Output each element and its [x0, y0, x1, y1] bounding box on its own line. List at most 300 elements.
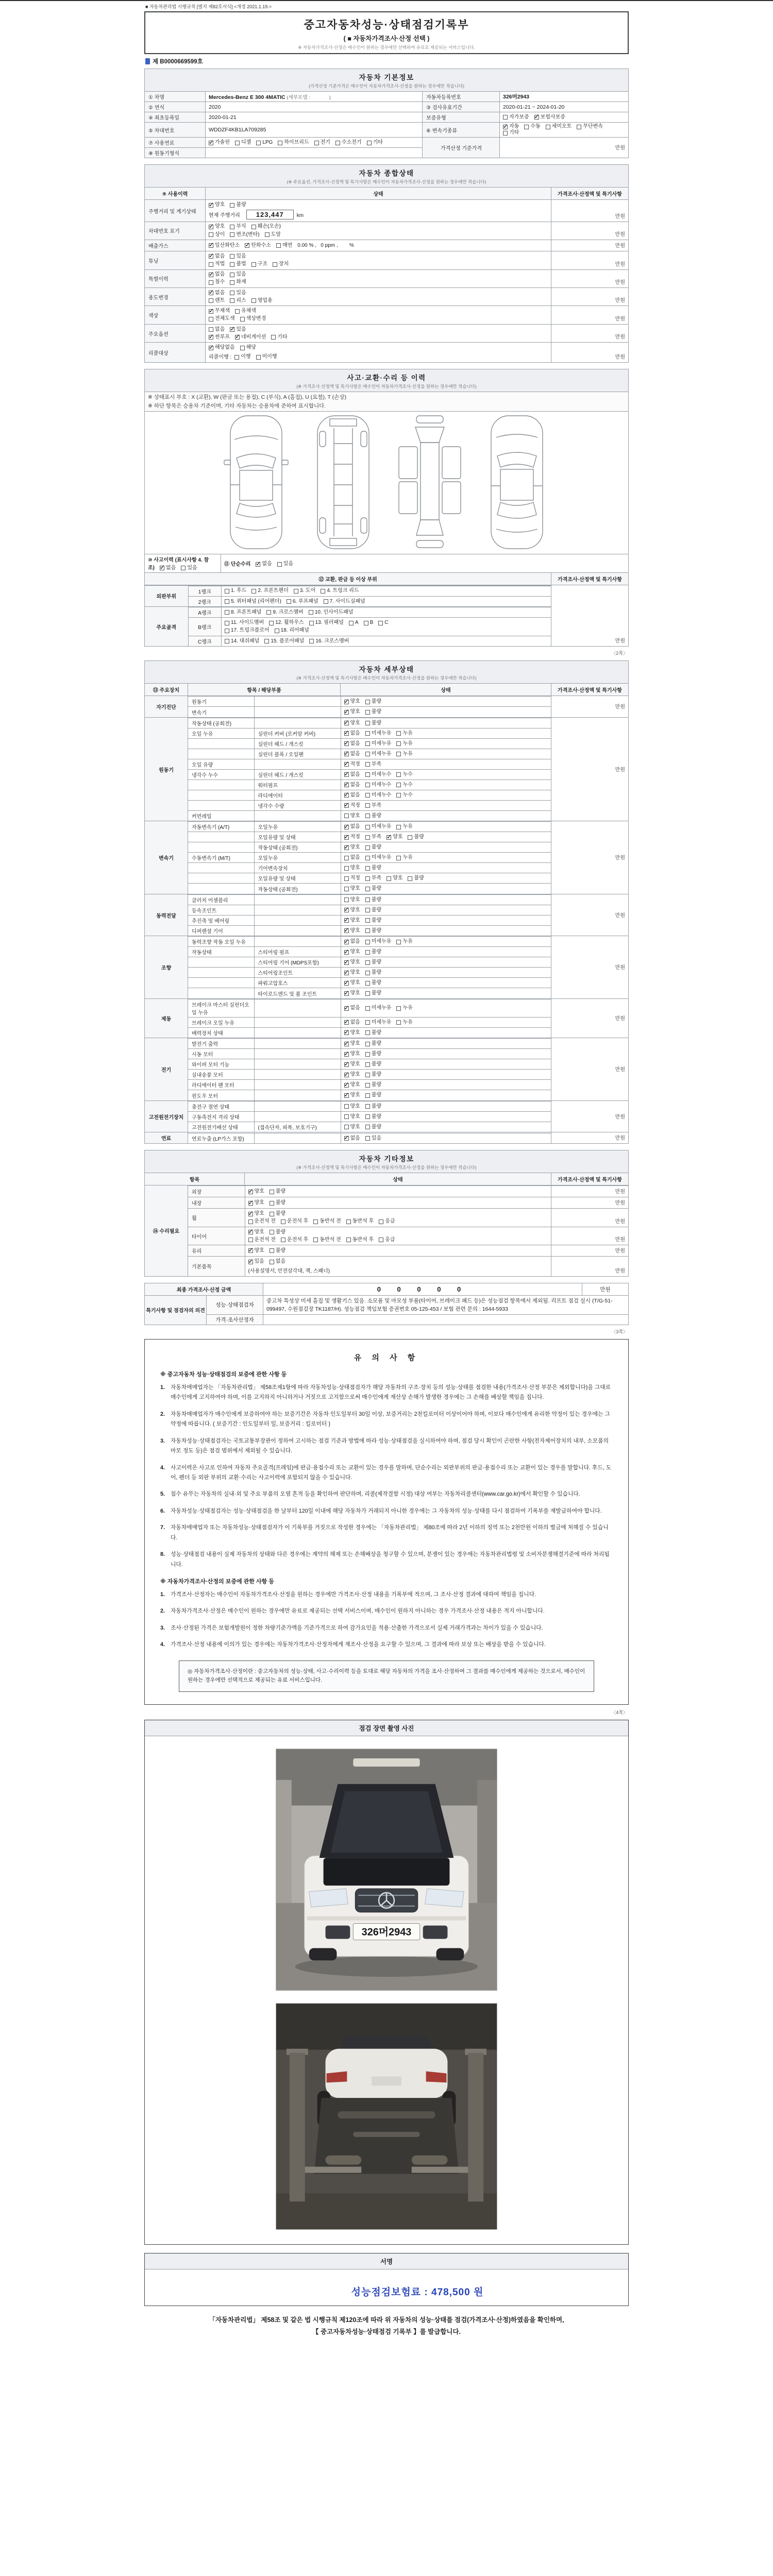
checkbox-option[interactable]	[364, 620, 374, 626]
fuel-label: ⑦ 사용연료	[145, 138, 206, 148]
checkbox-option[interactable]	[248, 1211, 264, 1217]
checkbox-box	[209, 346, 213, 350]
checkbox-option[interactable]	[270, 1189, 285, 1195]
checkbox-option[interactable]	[270, 1229, 285, 1235]
document-number: 제 B0000669599호	[153, 59, 203, 65]
checkbox-option[interactable]	[344, 699, 360, 705]
checkbox-option[interactable]	[365, 792, 392, 799]
checkbox-option[interactable]	[269, 620, 304, 626]
checkbox-option[interactable]	[344, 949, 360, 955]
checkbox-option[interactable]	[344, 1082, 360, 1088]
checkbox-option[interactable]	[251, 588, 288, 594]
rank-states	[222, 636, 551, 646]
checkbox-option[interactable]	[396, 751, 412, 757]
checkbox-option[interactable]	[270, 1248, 285, 1254]
checkbox-option[interactable]	[365, 751, 392, 757]
checkbox-option[interactable]	[287, 599, 318, 605]
checkbox-option[interactable]	[524, 124, 540, 130]
checkbox-option[interactable]	[270, 1259, 285, 1265]
checkbox-option[interactable]	[344, 907, 360, 913]
checkbox-option[interactable]	[275, 628, 309, 634]
col-usage-history: ⑨ 사용이력	[145, 188, 206, 200]
document-icon	[145, 58, 150, 64]
checkbox-option[interactable]	[230, 202, 246, 208]
checkbox-option[interactable]	[365, 720, 381, 726]
device-row	[188, 718, 551, 728]
checkbox-option[interactable]	[234, 354, 250, 360]
checkbox-box	[344, 835, 349, 840]
checkbox-option[interactable]	[344, 855, 360, 861]
checkbox-option[interactable]	[235, 308, 256, 314]
checkbox-option[interactable]	[408, 875, 424, 882]
checkbox-option[interactable]	[344, 897, 360, 903]
checkbox-option[interactable]	[240, 345, 256, 351]
checkbox-box	[209, 309, 213, 314]
checkbox-option[interactable]	[344, 782, 360, 788]
checkbox-option[interactable]	[209, 316, 235, 322]
checkbox-option[interactable]	[251, 224, 281, 230]
checkbox-option[interactable]	[230, 261, 246, 267]
checkbox-box	[230, 254, 234, 259]
checkbox-box	[344, 928, 349, 933]
checkbox-option[interactable]	[386, 834, 402, 840]
rank-states	[222, 596, 551, 606]
checkbox-option[interactable]	[365, 803, 381, 809]
notice-item	[160, 1463, 613, 1483]
col-item: 항목 / 해당부품	[188, 684, 341, 696]
checkbox-option[interactable]	[365, 1020, 392, 1026]
checkbox-option[interactable]	[396, 1020, 412, 1026]
checkbox-option[interactable]	[256, 561, 272, 567]
basic-info-title: 자동차 기본정보	[359, 74, 414, 81]
checkbox-box	[365, 825, 370, 829]
device-item-states	[341, 957, 551, 968]
checkbox-option[interactable]	[365, 1061, 381, 1067]
checkbox-option[interactable]	[365, 886, 381, 892]
checkbox-box	[225, 629, 229, 633]
checkbox-box	[386, 835, 391, 840]
basic-info-subtitle: (가격산정 기준가격은 매수인이 자동차가격조사·산정을 원하는 경우에만 적습니다)	[309, 83, 464, 89]
checkbox-option[interactable]	[230, 290, 246, 296]
device-item-category: 실내송풍 모터	[188, 1070, 254, 1080]
device-item-category: 라디에이터 팬 모터	[188, 1080, 254, 1090]
checkbox-option[interactable]	[270, 1200, 285, 1206]
checkbox-box	[264, 639, 269, 643]
checkbox-option[interactable]	[271, 334, 287, 341]
checkbox-box	[365, 772, 370, 777]
checkbox-option[interactable]	[230, 327, 246, 333]
line-checkboxes	[209, 308, 261, 314]
checkbox-option[interactable]	[365, 1051, 381, 1057]
checkbox-option[interactable]	[344, 709, 360, 715]
checkbox-option[interactable]	[365, 907, 381, 913]
checkbox-label: 기타	[373, 140, 383, 146]
misc-amount: 만원	[551, 1186, 628, 1197]
notice-section	[144, 1339, 629, 1705]
checkbox-option[interactable]	[209, 345, 235, 351]
checkbox-option[interactable]	[365, 855, 392, 861]
checkbox-option[interactable]	[396, 1005, 412, 1011]
checkbox-option[interactable]	[344, 1136, 360, 1142]
checkbox-option[interactable]	[344, 1030, 360, 1036]
checkbox-option[interactable]	[225, 609, 261, 616]
checkbox-option[interactable]	[344, 928, 360, 934]
checkbox-option[interactable]	[365, 1092, 381, 1098]
misc-row	[188, 1245, 628, 1257]
checkbox-option[interactable]	[281, 1237, 308, 1243]
device-item-states	[341, 905, 551, 915]
checkbox-option[interactable]	[365, 699, 381, 705]
checkbox-option[interactable]	[276, 243, 292, 249]
state-line	[209, 279, 548, 286]
checkbox-option[interactable]	[265, 232, 281, 238]
checkbox-option[interactable]	[344, 959, 360, 965]
checkbox-option[interactable]	[344, 803, 360, 809]
checkbox-option[interactable]	[344, 792, 360, 799]
checkbox-option[interactable]	[324, 599, 365, 605]
checkbox-option[interactable]	[294, 588, 315, 594]
col-amount: 가격조사·산정액 및 특기사항	[551, 684, 629, 696]
checkbox-option[interactable]	[225, 599, 281, 605]
checkbox-option[interactable]	[240, 316, 266, 322]
checkbox-option[interactable]	[408, 834, 424, 840]
checkbox-option[interactable]	[281, 1218, 308, 1225]
checkbox-option[interactable]	[309, 638, 349, 645]
checkbox-option[interactable]	[344, 939, 360, 945]
checkbox-option[interactable]	[344, 813, 360, 819]
checkbox-option[interactable]	[344, 720, 360, 726]
checkbox-box	[344, 971, 349, 975]
rank-rows	[189, 586, 551, 606]
checkbox-option[interactable]	[321, 588, 359, 594]
checkbox-option[interactable]	[396, 855, 412, 861]
checkbox-option[interactable]	[344, 751, 360, 757]
checkbox-option[interactable]	[346, 1218, 374, 1225]
device-group-name: 전기	[145, 1038, 188, 1101]
checkbox-box	[396, 741, 401, 746]
notice-subsection	[160, 1370, 613, 1570]
checkbox-option[interactable]	[235, 140, 251, 146]
checkbox-box	[365, 1006, 370, 1011]
checkbox-option[interactable]	[256, 140, 273, 146]
checkbox-label: 불량	[371, 709, 382, 715]
checkbox-option[interactable]	[365, 1030, 381, 1036]
checkbox-option[interactable]	[344, 918, 360, 924]
checkbox-option[interactable]	[577, 124, 603, 130]
accident-legend	[145, 392, 629, 412]
checkbox-option[interactable]	[270, 1211, 285, 1217]
checkbox-option[interactable]	[365, 824, 392, 830]
checkbox-option[interactable]	[209, 140, 230, 146]
checkbox-box	[408, 835, 412, 840]
checkbox-label: 불량	[371, 980, 382, 986]
checkbox-label: 불량	[275, 1229, 286, 1235]
device-item-states	[341, 884, 551, 894]
checkbox-option[interactable]	[379, 1218, 395, 1225]
checkbox-option[interactable]	[349, 620, 359, 626]
checkbox-option[interactable]	[248, 1229, 264, 1235]
checkbox-option[interactable]	[365, 959, 381, 965]
checkbox-option[interactable]	[503, 124, 519, 130]
checkbox-option[interactable]	[365, 939, 392, 945]
checkbox-option[interactable]	[344, 886, 360, 892]
checkbox-option[interactable]	[365, 990, 381, 996]
col-state: 상태	[341, 684, 551, 696]
checkbox-box	[365, 1114, 370, 1119]
checkbox-box	[248, 1260, 253, 1264]
checkbox-option[interactable]	[365, 1005, 392, 1011]
checkbox-box	[240, 317, 245, 321]
rank-line	[225, 608, 548, 616]
checkbox-option[interactable]	[365, 1104, 381, 1110]
device-item-part	[254, 1101, 341, 1111]
checkbox-option[interactable]	[278, 140, 309, 146]
checkbox-option[interactable]	[396, 824, 412, 830]
checkbox-option[interactable]	[396, 939, 412, 945]
checkbox-option[interactable]	[181, 565, 197, 571]
detail-header	[145, 661, 629, 684]
checkbox-option[interactable]	[209, 243, 240, 249]
checkbox-option[interactable]	[365, 761, 381, 768]
state-lines	[209, 344, 548, 361]
checkbox-option[interactable]	[344, 980, 360, 986]
checkbox-option[interactable]	[313, 1218, 341, 1225]
checkbox-box	[271, 335, 276, 340]
checkbox-option[interactable]	[209, 327, 225, 333]
checkbox-box	[408, 876, 412, 881]
row-label: 용도변경	[145, 287, 206, 306]
checkbox-option[interactable]	[251, 298, 273, 304]
checkbox-option[interactable]	[344, 834, 360, 840]
device-item-category: 동력조향 작동 오일 누유	[188, 937, 254, 947]
checkbox-option[interactable]	[365, 1082, 381, 1088]
checkbox-option[interactable]	[503, 130, 519, 136]
checkbox-option[interactable]	[309, 609, 354, 616]
checkbox-option[interactable]	[248, 1259, 264, 1265]
checkbox-option[interactable]	[160, 565, 176, 571]
checkbox-option[interactable]	[378, 620, 388, 626]
checkbox-option[interactable]	[386, 875, 402, 882]
checkbox-option[interactable]	[230, 272, 246, 278]
checkbox-option[interactable]	[256, 354, 277, 360]
checkbox-option[interactable]	[209, 308, 230, 314]
checkbox-option[interactable]	[346, 1237, 374, 1243]
checkbox-option[interactable]	[344, 990, 360, 996]
checkbox-option[interactable]	[335, 140, 362, 146]
checkbox-option[interactable]	[248, 1248, 264, 1254]
checkbox-option[interactable]	[344, 844, 360, 851]
checkbox-option[interactable]	[365, 875, 381, 882]
checkbox-option[interactable]	[230, 224, 246, 230]
device-rows	[188, 718, 551, 821]
device-group-row	[145, 696, 629, 718]
checkbox-option[interactable]	[365, 834, 381, 840]
checkbox-option[interactable]	[245, 243, 271, 249]
checkbox-option[interactable]	[365, 844, 381, 851]
checkbox-option[interactable]	[344, 1124, 360, 1130]
checkbox-option[interactable]	[365, 1136, 381, 1142]
checkbox-option[interactable]	[365, 741, 392, 747]
rank-lines	[225, 598, 548, 605]
rank-colhead	[145, 572, 629, 585]
rank-row	[189, 618, 551, 636]
checkbox-option[interactable]	[379, 1237, 395, 1243]
checkbox-option[interactable]	[344, 731, 360, 737]
line-checkboxes	[209, 253, 251, 260]
checkbox-option[interactable]	[365, 1072, 381, 1078]
checkbox-box	[524, 125, 529, 129]
device-item-states	[341, 749, 551, 759]
checkbox-option[interactable]	[251, 261, 267, 267]
checkbox-box	[344, 1006, 349, 1011]
checkbox-option[interactable]	[209, 202, 225, 208]
checkbox-option[interactable]	[367, 140, 383, 146]
document-title-box	[144, 11, 629, 54]
checkbox-box	[276, 243, 281, 248]
checkbox-option[interactable]	[365, 1041, 381, 1047]
checkbox-option[interactable]	[344, 1041, 360, 1047]
checkbox-box	[256, 141, 261, 145]
checkbox-box	[209, 298, 213, 303]
checkbox-option[interactable]	[344, 1104, 360, 1110]
checkbox-option[interactable]	[209, 232, 225, 238]
checkbox-option[interactable]	[503, 114, 529, 121]
checkbox-option[interactable]	[534, 114, 565, 121]
checkbox-option[interactable]	[230, 253, 246, 260]
checkbox-option[interactable]	[396, 772, 412, 778]
checkbox-option[interactable]	[344, 761, 360, 768]
checkbox-label: 불량	[371, 1113, 382, 1120]
checkbox-option[interactable]	[225, 588, 246, 594]
notice-item-number: 3.	[160, 1624, 165, 1631]
checkbox-label: 불량	[371, 1124, 382, 1130]
checkbox-option[interactable]	[209, 261, 225, 267]
checkbox-option[interactable]	[344, 1061, 360, 1067]
checkbox-option[interactable]	[225, 620, 264, 626]
device-item-category	[188, 863, 254, 873]
vin-value: WDDZF4KB1LA709285	[206, 123, 423, 138]
checkbox-option[interactable]	[365, 928, 381, 934]
checkbox-option[interactable]	[209, 253, 225, 260]
checkbox-option[interactable]	[396, 731, 412, 737]
line-checkboxes	[209, 202, 251, 208]
checkbox-option[interactable]	[365, 782, 392, 788]
checkbox-option[interactable]	[344, 865, 360, 871]
checkbox-box	[344, 950, 349, 955]
checkbox-option[interactable]	[248, 1200, 264, 1206]
checkbox-option[interactable]	[344, 824, 360, 830]
checkbox-option[interactable]	[365, 949, 381, 955]
checkbox-label: 양호	[350, 1124, 360, 1130]
checkbox-box	[346, 1219, 351, 1224]
checkbox-option[interactable]	[248, 1237, 276, 1243]
checkbox-option[interactable]	[344, 1005, 360, 1011]
device-item-category: 오일 누유	[188, 728, 254, 738]
checkbox-option[interactable]	[235, 334, 266, 341]
checkbox-option[interactable]	[365, 1124, 381, 1130]
device-rows-table	[188, 1101, 551, 1132]
checkbox-option[interactable]	[230, 232, 259, 238]
checkbox-option[interactable]	[209, 272, 225, 278]
checkbox-option[interactable]	[273, 261, 289, 267]
checkbox-option[interactable]	[209, 334, 230, 341]
checkbox-label: 불량	[371, 699, 382, 705]
checkbox-option[interactable]	[313, 1237, 341, 1243]
title-note: ※ 자동차가격조사·산정은 매수인이 원하는 경우에만 선택하여 유료로 제공되는 서비스입니다.	[298, 45, 475, 50]
checkbox-option[interactable]	[248, 1189, 264, 1195]
checkbox-option[interactable]	[248, 1218, 276, 1225]
checkbox-option[interactable]	[396, 792, 412, 799]
checkbox-option[interactable]	[277, 561, 293, 567]
checkbox-box	[365, 971, 370, 975]
checkbox-option[interactable]	[314, 140, 330, 146]
checkbox-box	[344, 876, 349, 881]
checkbox-option[interactable]	[365, 970, 381, 976]
checkbox-option[interactable]	[344, 1114, 360, 1120]
checkbox-box	[230, 273, 234, 277]
checkbox-option[interactable]	[230, 279, 246, 285]
checkbox-option[interactable]	[225, 638, 259, 645]
checkbox-option[interactable]	[365, 980, 381, 986]
checkbox-option[interactable]	[344, 1092, 360, 1098]
checkbox-box	[230, 225, 234, 229]
checkbox-option[interactable]	[365, 1114, 381, 1120]
checkbox-label: 양호	[350, 844, 360, 851]
checkbox-option[interactable]	[365, 813, 381, 819]
checkbox-option[interactable]	[230, 298, 246, 304]
checkbox-option[interactable]	[344, 741, 360, 747]
checkbox-option[interactable]	[546, 124, 572, 130]
checkbox-option[interactable]	[344, 875, 360, 882]
checkbox-option[interactable]	[266, 609, 303, 616]
checkbox-option[interactable]	[365, 709, 381, 715]
checkbox-option[interactable]	[209, 279, 225, 285]
car-diagram-top-view-rear	[483, 413, 551, 553]
device-item-states	[341, 718, 551, 728]
checkbox-option[interactable]	[344, 970, 360, 976]
checkbox-option[interactable]	[344, 1072, 360, 1078]
row-states	[206, 324, 551, 342]
checkbox-option[interactable]	[344, 1051, 360, 1057]
checkbox-option[interactable]	[365, 865, 381, 871]
checkbox-option[interactable]	[365, 918, 381, 924]
misc-line	[248, 1236, 548, 1244]
device-item-category: 디퍼렌셜 기어	[188, 925, 254, 936]
checkbox-option[interactable]	[225, 628, 270, 634]
device-item-states	[341, 968, 551, 978]
checkbox-option[interactable]	[396, 741, 412, 747]
device-row	[188, 1133, 551, 1143]
checkbox-box	[313, 1219, 318, 1224]
checkbox-option[interactable]	[365, 731, 392, 737]
checkbox-option[interactable]	[365, 897, 381, 903]
checkbox-option[interactable]	[344, 1020, 360, 1026]
device-item-part	[254, 718, 341, 728]
checkbox-option[interactable]	[209, 298, 225, 304]
overall-row	[145, 287, 629, 306]
fuel-options	[206, 138, 423, 148]
checkbox-label: 불량	[371, 1072, 382, 1078]
checkbox-box	[346, 1238, 351, 1242]
checkbox-option[interactable]	[209, 290, 225, 296]
checkbox-option[interactable]	[344, 772, 360, 778]
checkbox-option[interactable]	[209, 224, 225, 230]
checkbox-option[interactable]	[396, 782, 412, 788]
checkbox-option[interactable]	[365, 772, 392, 778]
checkbox-box	[365, 814, 370, 818]
checkbox-option[interactable]	[264, 638, 304, 645]
checkbox-option[interactable]	[309, 620, 344, 626]
